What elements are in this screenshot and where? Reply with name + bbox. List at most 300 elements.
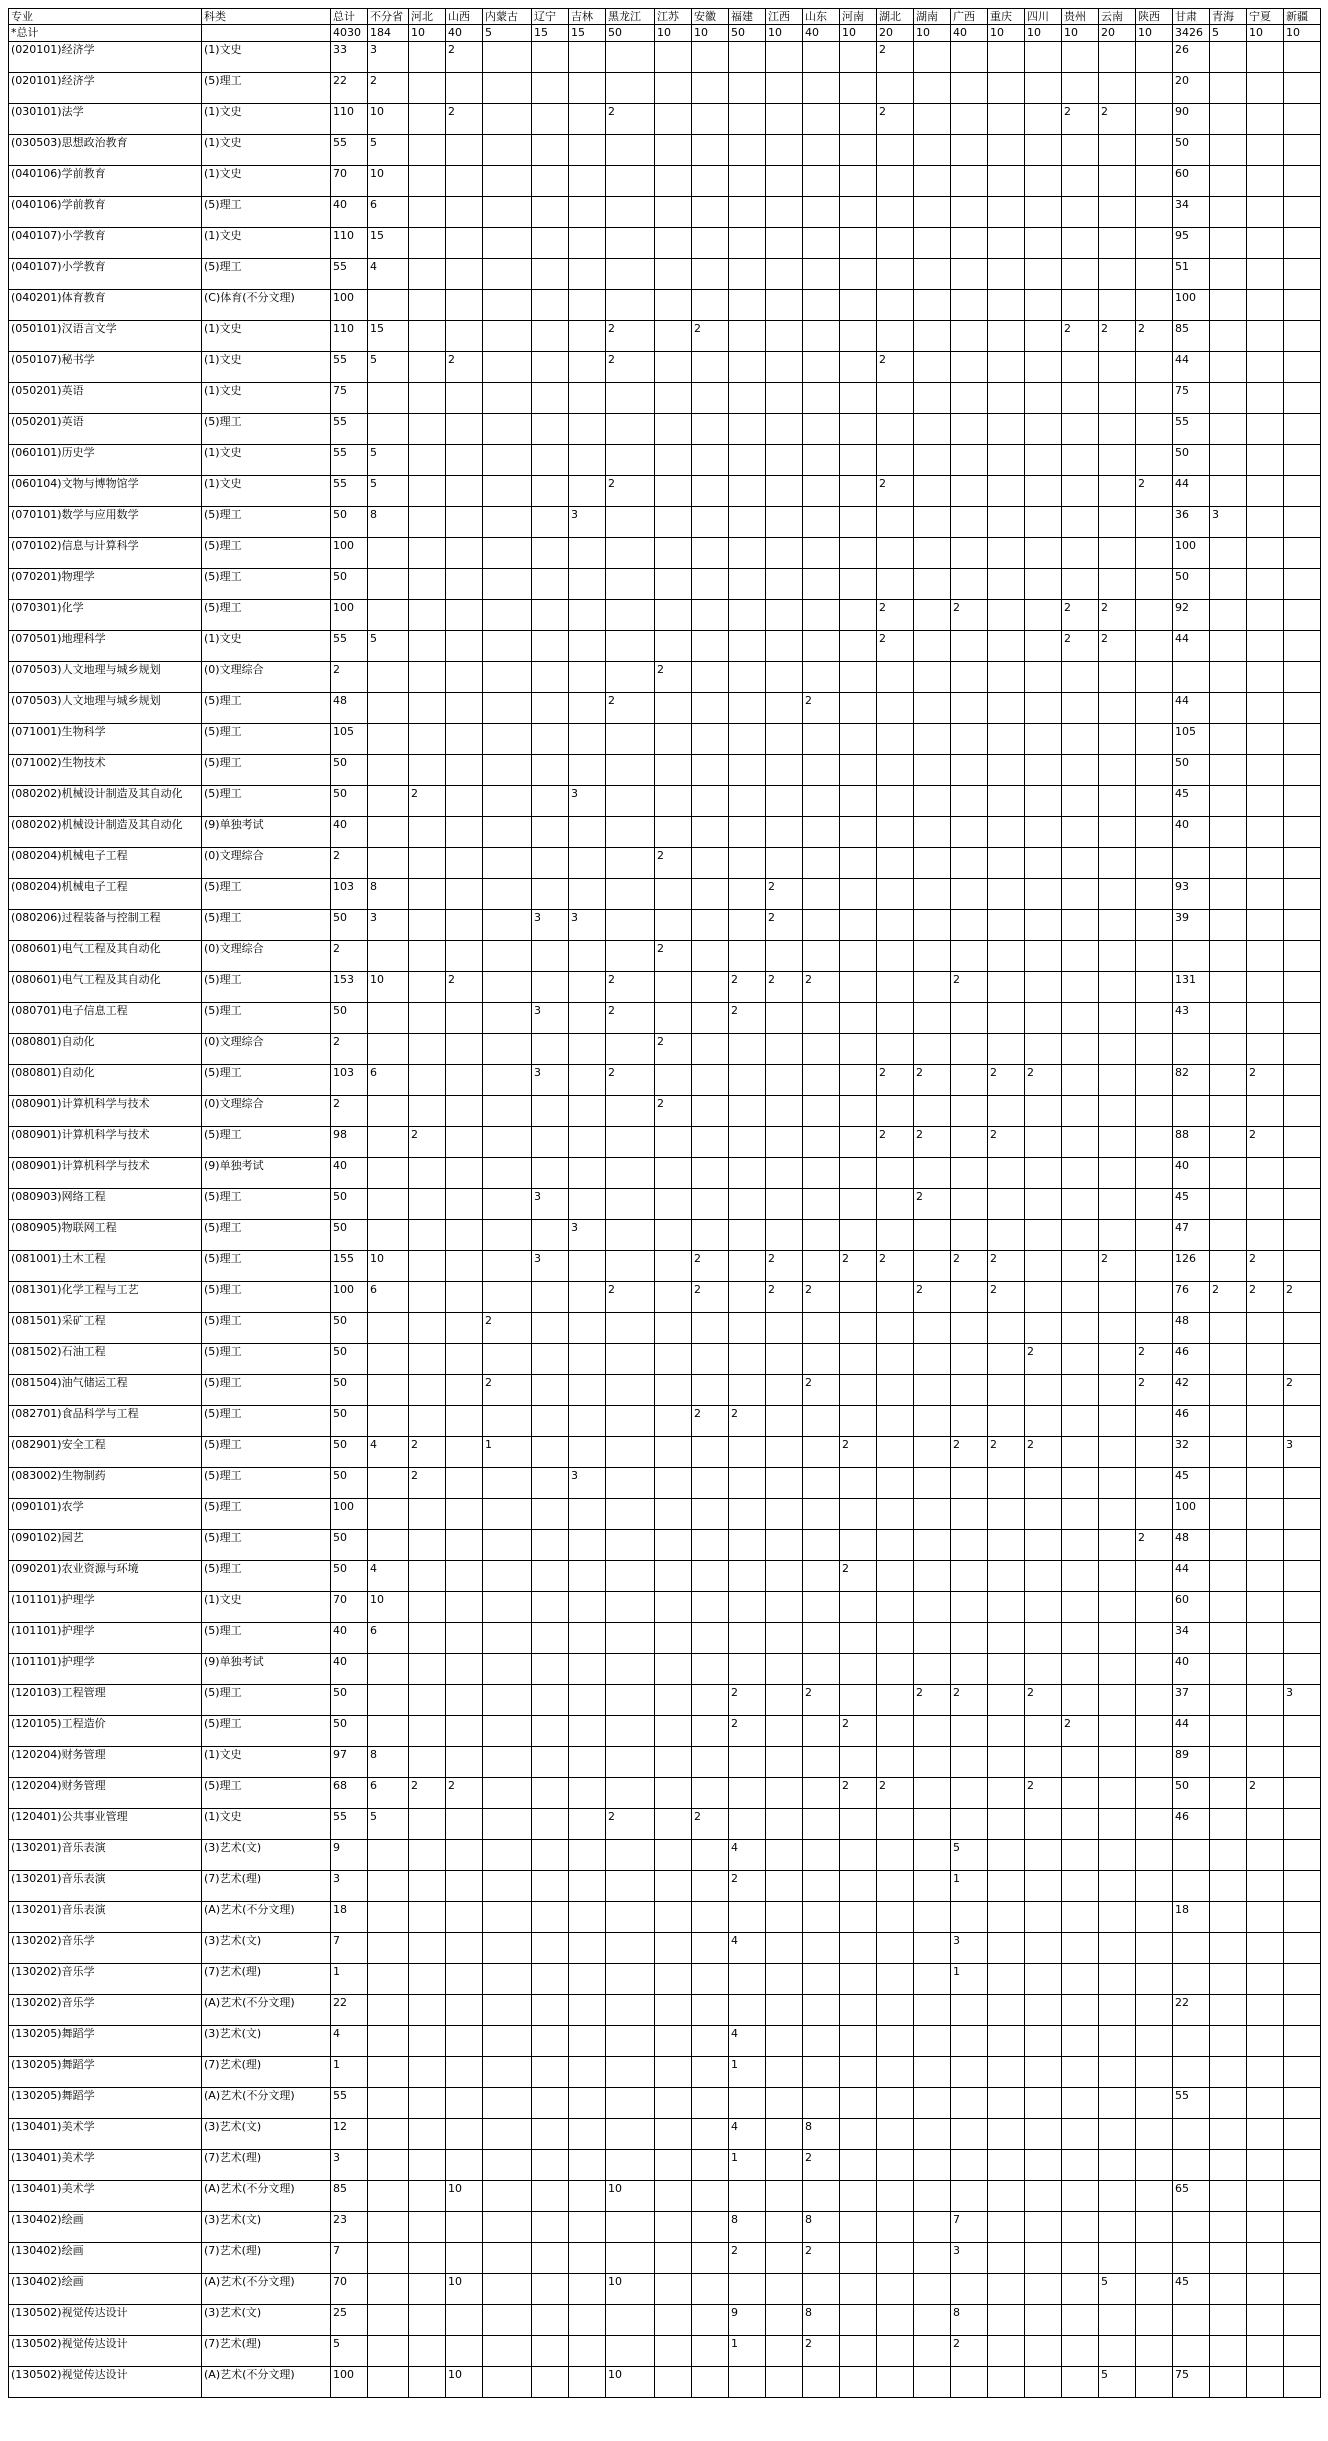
quota-cell	[655, 1530, 692, 1561]
quota-cell	[914, 2243, 951, 2274]
quota-cell	[606, 724, 655, 755]
quota-cell	[1284, 1654, 1321, 1685]
quota-cell	[1136, 1685, 1173, 1716]
quota-cell: 3	[1210, 507, 1247, 538]
quota-cell	[1210, 1530, 1247, 1561]
quota-cell	[532, 1406, 569, 1437]
quota-cell	[532, 2243, 569, 2274]
quota-cell	[988, 2150, 1025, 2181]
quota-cell	[483, 1778, 532, 1809]
quota-cell	[569, 1747, 606, 1778]
quota-cell	[729, 1654, 766, 1685]
quota-cell	[655, 724, 692, 755]
quota-cell	[1284, 1158, 1321, 1189]
quota-cell	[840, 228, 877, 259]
quota-cell	[1210, 755, 1247, 786]
quota-cell	[446, 2243, 483, 2274]
quota-cell	[532, 1840, 569, 1871]
quota-cell	[840, 1406, 877, 1437]
quota-cell: 8	[368, 879, 409, 910]
quota-cell	[483, 1220, 532, 1251]
quota-cell	[1247, 1623, 1284, 1654]
quota-cell	[692, 1561, 729, 1592]
quota-cell	[1247, 197, 1284, 228]
quota-cell	[988, 569, 1025, 600]
quota-cell	[1099, 1034, 1136, 1065]
quota-cell	[409, 538, 446, 569]
quota-cell	[532, 1747, 569, 1778]
quota-cell	[951, 1468, 988, 1499]
quota-cell	[1136, 1499, 1173, 1530]
quota-cell	[988, 600, 1025, 631]
quota-cell	[840, 848, 877, 879]
quota-cell	[1247, 941, 1284, 972]
quota-cell	[1062, 2336, 1099, 2367]
major-cell: (130202)音乐学	[9, 1964, 202, 1995]
quota-cell: 2	[877, 1251, 914, 1282]
quota-cell	[951, 228, 988, 259]
quota-cell: 2	[692, 1251, 729, 1282]
quota-cell	[914, 1344, 951, 1375]
major-cell: (080901)计算机科学与技术	[9, 1127, 202, 1158]
quota-cell	[606, 1840, 655, 1871]
quota-cell	[766, 2243, 803, 2274]
quota-cell	[483, 104, 532, 135]
quota-cell	[729, 383, 766, 414]
quota-cell	[409, 1034, 446, 1065]
quota-cell	[692, 1995, 729, 2026]
quota-cell: 2	[877, 42, 914, 73]
quota-cell: 2	[729, 2243, 766, 2274]
quota-cell	[1099, 817, 1136, 848]
quota-cell: 5	[1099, 2274, 1136, 2305]
quota-cell	[692, 2212, 729, 2243]
quota-cell	[840, 1871, 877, 1902]
quota-cell	[729, 1592, 766, 1623]
quota-cell: 105	[1173, 724, 1210, 755]
quota-cell	[988, 135, 1025, 166]
quota-cell: 5	[368, 135, 409, 166]
quota-cell	[914, 879, 951, 910]
category-cell: (5)理工	[202, 507, 331, 538]
quota-cell	[877, 693, 914, 724]
quota-cell	[532, 1623, 569, 1654]
quota-cell	[532, 848, 569, 879]
quota-cell	[569, 631, 606, 662]
quota-cell	[483, 42, 532, 73]
quota-cell	[1210, 1406, 1247, 1437]
quota-cell	[483, 2336, 532, 2367]
quota-cell	[988, 2026, 1025, 2057]
quota-cell	[1136, 848, 1173, 879]
category-cell: (1)文史	[202, 228, 331, 259]
quota-cell	[877, 1561, 914, 1592]
quota-cell	[766, 166, 803, 197]
quota-cell	[569, 2181, 606, 2212]
quota-cell	[655, 2181, 692, 2212]
quota-cell: 44	[1173, 352, 1210, 383]
quota-cell	[840, 1809, 877, 1840]
quota-cell	[1210, 2305, 1247, 2336]
quota-cell	[1025, 1995, 1062, 2026]
quota-cell	[1284, 1871, 1321, 1902]
quota-cell	[988, 1747, 1025, 1778]
quota-cell	[483, 166, 532, 197]
quota-cell	[803, 1623, 840, 1654]
quota-cell	[692, 1840, 729, 1871]
category-cell: (1)文史	[202, 445, 331, 476]
quota-cell	[840, 1127, 877, 1158]
quota-cell	[1099, 1406, 1136, 1437]
quota-cell	[877, 662, 914, 693]
quota-cell: 8	[368, 1747, 409, 1778]
category-cell: (5)理工	[202, 1220, 331, 1251]
quota-cell	[692, 2305, 729, 2336]
quota-cell	[483, 569, 532, 600]
quota-cell	[1136, 600, 1173, 631]
quota-cell	[1099, 166, 1136, 197]
quota-cell	[606, 73, 655, 104]
category-cell: (5)理工	[202, 1189, 331, 1220]
quota-cell	[1247, 1499, 1284, 1530]
quota-cell: 37	[1173, 1685, 1210, 1716]
quota-cell	[655, 476, 692, 507]
quota-cell	[840, 972, 877, 1003]
quota-cell	[766, 1158, 803, 1189]
major-cell: (081502)石油工程	[9, 1344, 202, 1375]
quota-cell: 2	[877, 1778, 914, 1809]
quota-cell	[606, 1964, 655, 1995]
quota-cell	[1210, 1902, 1247, 1933]
quota-cell	[803, 1437, 840, 1468]
quota-cell	[951, 2367, 988, 2398]
quota-cell	[1247, 1344, 1284, 1375]
quota-cell	[766, 73, 803, 104]
quota-cell: 33	[331, 42, 368, 73]
quota-cell	[877, 2057, 914, 2088]
quota-cell	[877, 1189, 914, 1220]
quota-cell	[1247, 1530, 1284, 1561]
quota-cell	[1284, 910, 1321, 941]
quota-cell	[988, 662, 1025, 693]
quota-cell	[569, 848, 606, 879]
quota-cell	[409, 1065, 446, 1096]
quota-cell	[483, 538, 532, 569]
quota-cell	[409, 1282, 446, 1313]
quota-cell	[951, 879, 988, 910]
quota-cell	[483, 786, 532, 817]
quota-cell	[1247, 445, 1284, 476]
quota-cell	[483, 1158, 532, 1189]
quota-cell	[988, 1840, 1025, 1871]
quota-cell	[1284, 724, 1321, 755]
quota-cell: 2	[877, 631, 914, 662]
quota-cell	[914, 290, 951, 321]
table-row	[9, 445, 1321, 476]
quota-cell	[1136, 2243, 1173, 2274]
quota-cell	[483, 941, 532, 972]
quota-cell	[409, 879, 446, 910]
quota-cell	[1210, 1964, 1247, 1995]
quota-cell	[483, 1747, 532, 1778]
quota-cell: 100	[331, 2367, 368, 2398]
quota-cell	[532, 1313, 569, 1344]
category-cell: (A)艺术(不分文理)	[202, 1995, 331, 2026]
quota-cell	[1284, 538, 1321, 569]
quota-cell	[446, 538, 483, 569]
quota-cell: 2	[729, 1406, 766, 1437]
table-row	[9, 1623, 1321, 1654]
quota-cell	[1247, 1747, 1284, 1778]
quota-cell	[1210, 1034, 1247, 1065]
quota-cell: 47	[1173, 1220, 1210, 1251]
quota-cell	[692, 2026, 729, 2057]
quota-cell: 2	[483, 1313, 532, 1344]
quota-cell	[877, 445, 914, 476]
major-cell: (083002)生物制药	[9, 1468, 202, 1499]
quota-cell: 97	[331, 1747, 368, 1778]
quota-cell	[914, 600, 951, 631]
quota-cell	[1025, 1096, 1062, 1127]
quota-cell	[1062, 2305, 1099, 2336]
quota-cell	[1062, 1034, 1099, 1065]
quota-cell	[409, 1871, 446, 1902]
quota-cell: 50	[331, 1530, 368, 1561]
quota-cell	[914, 352, 951, 383]
quota-cell	[877, 135, 914, 166]
quota-cell	[766, 1840, 803, 1871]
major-cell: (101101)护理学	[9, 1654, 202, 1685]
quota-cell	[1210, 42, 1247, 73]
quota-cell	[803, 2367, 840, 2398]
quota-cell	[1247, 2150, 1284, 2181]
major-cell: (120105)工程造价	[9, 1716, 202, 1747]
quota-cell	[729, 1499, 766, 1530]
quota-cell	[569, 2305, 606, 2336]
quota-cell	[692, 1034, 729, 1065]
major-cell: (130205)舞蹈学	[9, 2088, 202, 2119]
quota-cell	[951, 1034, 988, 1065]
quota-cell	[483, 1065, 532, 1096]
quota-cell	[1062, 1809, 1099, 1840]
quota-cell	[1136, 1592, 1173, 1623]
category-cell: (3)艺术(文)	[202, 1933, 331, 1964]
quota-cell	[368, 662, 409, 693]
table-row	[9, 848, 1321, 879]
quota-cell	[1136, 2181, 1173, 2212]
quota-cell	[483, 724, 532, 755]
quota-cell	[655, 352, 692, 383]
quota-cell	[692, 166, 729, 197]
totals-cell: 4030	[331, 25, 368, 42]
quota-cell	[692, 879, 729, 910]
quota-cell	[409, 941, 446, 972]
quota-cell	[1062, 1437, 1099, 1468]
column-header: 辽宁	[532, 9, 569, 25]
quota-cell	[606, 2150, 655, 2181]
quota-cell	[606, 631, 655, 662]
quota-cell	[988, 2057, 1025, 2088]
table-row	[9, 724, 1321, 755]
category-cell: (7)艺术(理)	[202, 1871, 331, 1902]
quota-cell	[951, 662, 988, 693]
quota-cell	[532, 1344, 569, 1375]
quota-cell	[409, 73, 446, 104]
quota-cell	[532, 1871, 569, 1902]
quota-cell	[1247, 1840, 1284, 1871]
quota-cell	[766, 1065, 803, 1096]
quota-cell	[1284, 1251, 1321, 1282]
major-cell: (081501)采矿工程	[9, 1313, 202, 1344]
quota-cell	[409, 1747, 446, 1778]
quota-cell	[729, 197, 766, 228]
quota-cell	[368, 1344, 409, 1375]
quota-cell	[1099, 1375, 1136, 1406]
quota-cell	[951, 1189, 988, 1220]
quota-cell	[840, 1313, 877, 1344]
quota-cell	[446, 414, 483, 445]
quota-cell	[1062, 166, 1099, 197]
quota-cell	[914, 1902, 951, 1933]
quota-cell	[569, 1282, 606, 1313]
quota-cell: 7	[331, 1933, 368, 1964]
quota-cell	[803, 1127, 840, 1158]
table-row	[9, 104, 1321, 135]
quota-cell	[569, 1406, 606, 1437]
quota-cell	[1210, 1995, 1247, 2026]
table-row	[9, 786, 1321, 817]
quota-cell	[1099, 2026, 1136, 2057]
quota-cell	[606, 879, 655, 910]
quota-cell	[1210, 2336, 1247, 2367]
quota-cell: 2	[803, 2150, 840, 2181]
quota-cell	[1247, 414, 1284, 445]
quota-cell	[1210, 166, 1247, 197]
quota-cell	[1210, 2150, 1247, 2181]
quota-cell	[368, 2057, 409, 2088]
quota-cell	[1210, 1003, 1247, 1034]
major-cell: (130402)绘画	[9, 2243, 202, 2274]
quota-cell	[446, 1096, 483, 1127]
quota-cell	[766, 228, 803, 259]
quota-cell	[1210, 1313, 1247, 1344]
quota-cell	[569, 600, 606, 631]
quota-cell	[988, 166, 1025, 197]
quota-cell	[766, 1127, 803, 1158]
quota-cell: 40	[1173, 817, 1210, 848]
quota-cell	[409, 445, 446, 476]
quota-cell	[409, 1499, 446, 1530]
quota-cell	[877, 259, 914, 290]
quota-cell	[729, 1096, 766, 1127]
quota-cell	[1284, 941, 1321, 972]
quota-cell: 85	[331, 2181, 368, 2212]
quota-cell	[914, 2212, 951, 2243]
quota-cell	[914, 259, 951, 290]
quota-cell	[655, 817, 692, 848]
quota-cell	[368, 1871, 409, 1902]
quota-cell	[1284, 1933, 1321, 1964]
quota-cell	[655, 1840, 692, 1871]
quota-cell	[1099, 42, 1136, 73]
quota-cell	[1136, 1747, 1173, 1778]
quota-cell: 50	[1173, 445, 1210, 476]
quota-cell	[840, 2305, 877, 2336]
quota-cell	[368, 2088, 409, 2119]
quota-cell	[692, 1220, 729, 1251]
quota-cell	[1284, 2274, 1321, 2305]
quota-cell	[606, 1251, 655, 1282]
quota-cell	[1062, 42, 1099, 73]
quota-cell	[877, 2026, 914, 2057]
quota-cell	[877, 166, 914, 197]
quota-cell	[1136, 383, 1173, 414]
quota-cell	[951, 2088, 988, 2119]
quota-cell	[483, 662, 532, 693]
quota-cell	[532, 1530, 569, 1561]
quota-cell	[446, 1995, 483, 2026]
quota-cell	[692, 1096, 729, 1127]
quota-cell: 89	[1173, 1747, 1210, 1778]
quota-cell	[988, 1561, 1025, 1592]
quota-cell	[1025, 1809, 1062, 1840]
quota-cell	[951, 73, 988, 104]
quota-cell	[1062, 1158, 1099, 1189]
quota-cell	[1025, 941, 1062, 972]
quota-cell	[1025, 1313, 1062, 1344]
quota-cell	[569, 693, 606, 724]
quota-cell	[729, 755, 766, 786]
quota-cell	[1099, 1933, 1136, 1964]
quota-cell	[988, 1344, 1025, 1375]
quota-cell	[655, 1313, 692, 1344]
major-cell: (030503)思想政治教育	[9, 135, 202, 166]
quota-cell	[766, 1778, 803, 1809]
quota-cell	[1062, 1003, 1099, 1034]
quota-cell	[914, 507, 951, 538]
quota-cell	[1099, 1902, 1136, 1933]
quota-cell	[877, 414, 914, 445]
quota-cell	[1284, 197, 1321, 228]
quota-cell	[1247, 662, 1284, 693]
quota-cell: 2	[988, 1251, 1025, 1282]
totals-cell: 10	[409, 25, 446, 42]
quota-cell	[606, 259, 655, 290]
quota-cell	[840, 135, 877, 166]
quota-cell	[729, 228, 766, 259]
quota-cell	[914, 941, 951, 972]
quota-cell	[1062, 2088, 1099, 2119]
major-cell: (130401)美术学	[9, 2181, 202, 2212]
quota-cell	[729, 1530, 766, 1561]
quota-cell	[766, 507, 803, 538]
quota-cell	[951, 910, 988, 941]
quota-cell	[1062, 1778, 1099, 1809]
quota-cell	[766, 600, 803, 631]
quota-cell	[1025, 507, 1062, 538]
quota-cell	[729, 1964, 766, 1995]
quota-cell	[1247, 1685, 1284, 1716]
quota-cell	[1247, 1437, 1284, 1468]
quota-cell	[532, 73, 569, 104]
quota-cell	[1284, 383, 1321, 414]
quota-cell	[1136, 755, 1173, 786]
table-row	[9, 1871, 1321, 1902]
major-cell: (130402)绘画	[9, 2274, 202, 2305]
quota-cell	[446, 1003, 483, 1034]
table-row	[9, 600, 1321, 631]
quota-cell	[1210, 848, 1247, 879]
